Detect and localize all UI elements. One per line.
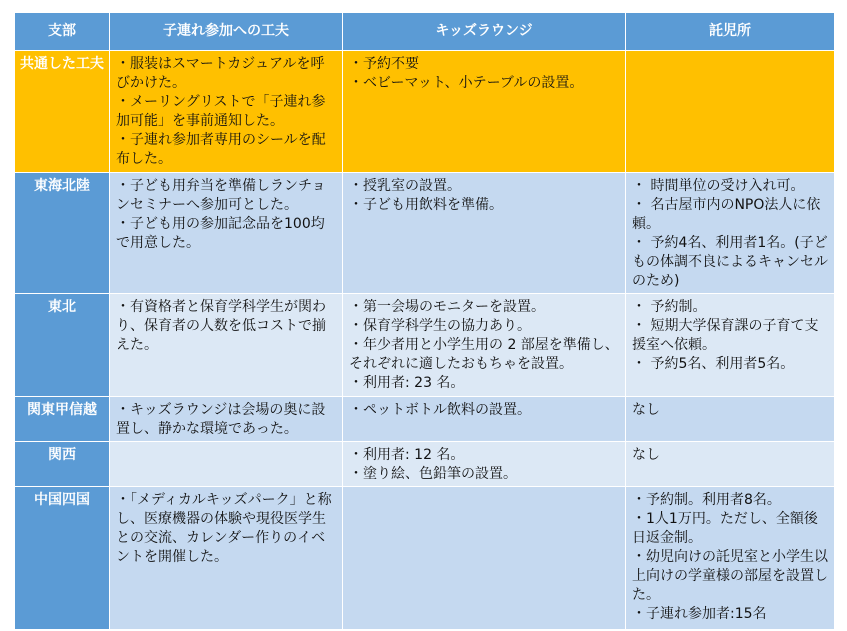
kufu-cell (110, 397, 343, 442)
cell-line: ・ 名古屋市内のNPO法人に依頼。 (632, 197, 821, 232)
cell-line: ・利用者: 12 名。 (349, 447, 465, 463)
table-row (15, 173, 835, 294)
cell-line: ・第一会場のモニターを設置。 (349, 299, 545, 315)
cell-line: ・塗り絵、色鉛筆の設置。 (349, 466, 517, 482)
cell-line: ・1人1万円。ただし、全額後日返金制。 (632, 511, 818, 546)
cell-line: ・子ども用飲料を準備。 (349, 197, 503, 213)
cell-line: ・授乳室の設置。 (349, 178, 461, 194)
cell-line: ・予約不要 (349, 56, 419, 72)
cell-line: ・子ども用弁当を準備しランチョンセミナーへ参加可とした。 (116, 178, 326, 213)
kids-lounge-cell (343, 173, 626, 294)
header-row (15, 13, 835, 51)
branch-cell: 共通した工夫 (15, 51, 110, 173)
branch-cell: 中国四国 (15, 487, 110, 630)
cell-line: ・ペットボトル飲料の設置。 (349, 402, 531, 418)
cell-line: ・ 短期大学保育課の子育て支援室へ依頼。 (632, 318, 819, 353)
header-branch: 支部 (15, 13, 110, 51)
kids-lounge-cell (343, 442, 626, 487)
cell-line: ・保育学科学生の協力あり。 (349, 318, 531, 334)
header-kids-lounge: キッズラウンジ (343, 13, 626, 51)
branch-cell: 関西 (15, 442, 110, 487)
table-row (15, 294, 835, 397)
cell-line: ・ 予約制。 (632, 299, 707, 315)
comparison-table (14, 12, 835, 630)
kids-lounge-cell (343, 487, 626, 630)
cell-line: ・ 予約5名、利用者5名。 (632, 356, 795, 372)
comparison-table-container (14, 12, 834, 623)
cell-line: ・有資格者と保育学科学生が関わり、保育者の人数を低コストで揃えた。 (116, 299, 326, 353)
nursery-cell (626, 294, 835, 397)
kufu-cell (110, 442, 343, 487)
table-row (15, 397, 835, 442)
nursery-cell (626, 51, 835, 173)
cell-line: ・幼児向けの託児室と小学生以上向けの学童様の部屋を設置した。 (632, 549, 828, 603)
cell-line: ・服装はスマートカジュアルを呼びかけた。 (116, 56, 325, 91)
cell-line: ・キッズラウンジは会場の奥に設置し、静かな環境であった。 (116, 402, 326, 437)
kufu-cell (110, 294, 343, 397)
nursery-cell (626, 173, 835, 294)
branch-cell: 東海北陸 (15, 173, 110, 294)
table-row (15, 51, 835, 173)
cell-line: ・メーリングリストで「子連れ参加可能」を事前通知した。 (116, 94, 326, 129)
table-row (15, 442, 835, 487)
cell-line: なし (632, 402, 660, 418)
header-nursery: 託児所 (626, 13, 835, 51)
cell-line: ・子ども用の参加記念品を100均で用意した。 (116, 216, 325, 251)
kids-lounge-cell (343, 294, 626, 397)
kufu-cell (110, 487, 343, 630)
nursery-cell (626, 487, 835, 630)
kids-lounge-cell (343, 51, 626, 173)
cell-line: なし (632, 447, 660, 463)
kids-lounge-cell (343, 397, 626, 442)
cell-line: ・ベビーマット、小テーブルの設置。 (349, 75, 584, 91)
cell-line: ・子連れ参加者:15名 (632, 606, 767, 622)
table-body (15, 51, 835, 630)
kufu-cell (110, 51, 343, 173)
cell-line: ・予約制。利用者8名。 (632, 492, 781, 508)
cell-line: ・年少者用と小学生用の 2 部屋を準備し、それぞれに適したおもちゃを設置。 (349, 337, 619, 372)
cell-line: ・利用者: 23 名。 (349, 375, 465, 391)
cell-line: ・子連れ参加者専用のシールを配布した。 (116, 132, 326, 167)
branch-cell: 東北 (15, 294, 110, 397)
table-row (15, 487, 835, 630)
nursery-cell (626, 397, 835, 442)
cell-line: ・ 予約4名、利用者1名。(子どもの体調不良によるキャンセルのため) (632, 235, 828, 289)
kufu-cell (110, 173, 343, 294)
header-kufu: 子連れ参加への工夫 (110, 13, 343, 51)
branch-cell: 関東甲信越 (15, 397, 110, 442)
cell-line: ・「メディカルキッズパーク」と称し、医療機器の体験や現役医学生との交流、カレンダー作りのイベントを開催した。 (116, 492, 332, 565)
cell-line: ・ 時間単位の受け入れ可。 (632, 178, 805, 194)
nursery-cell (626, 442, 835, 487)
